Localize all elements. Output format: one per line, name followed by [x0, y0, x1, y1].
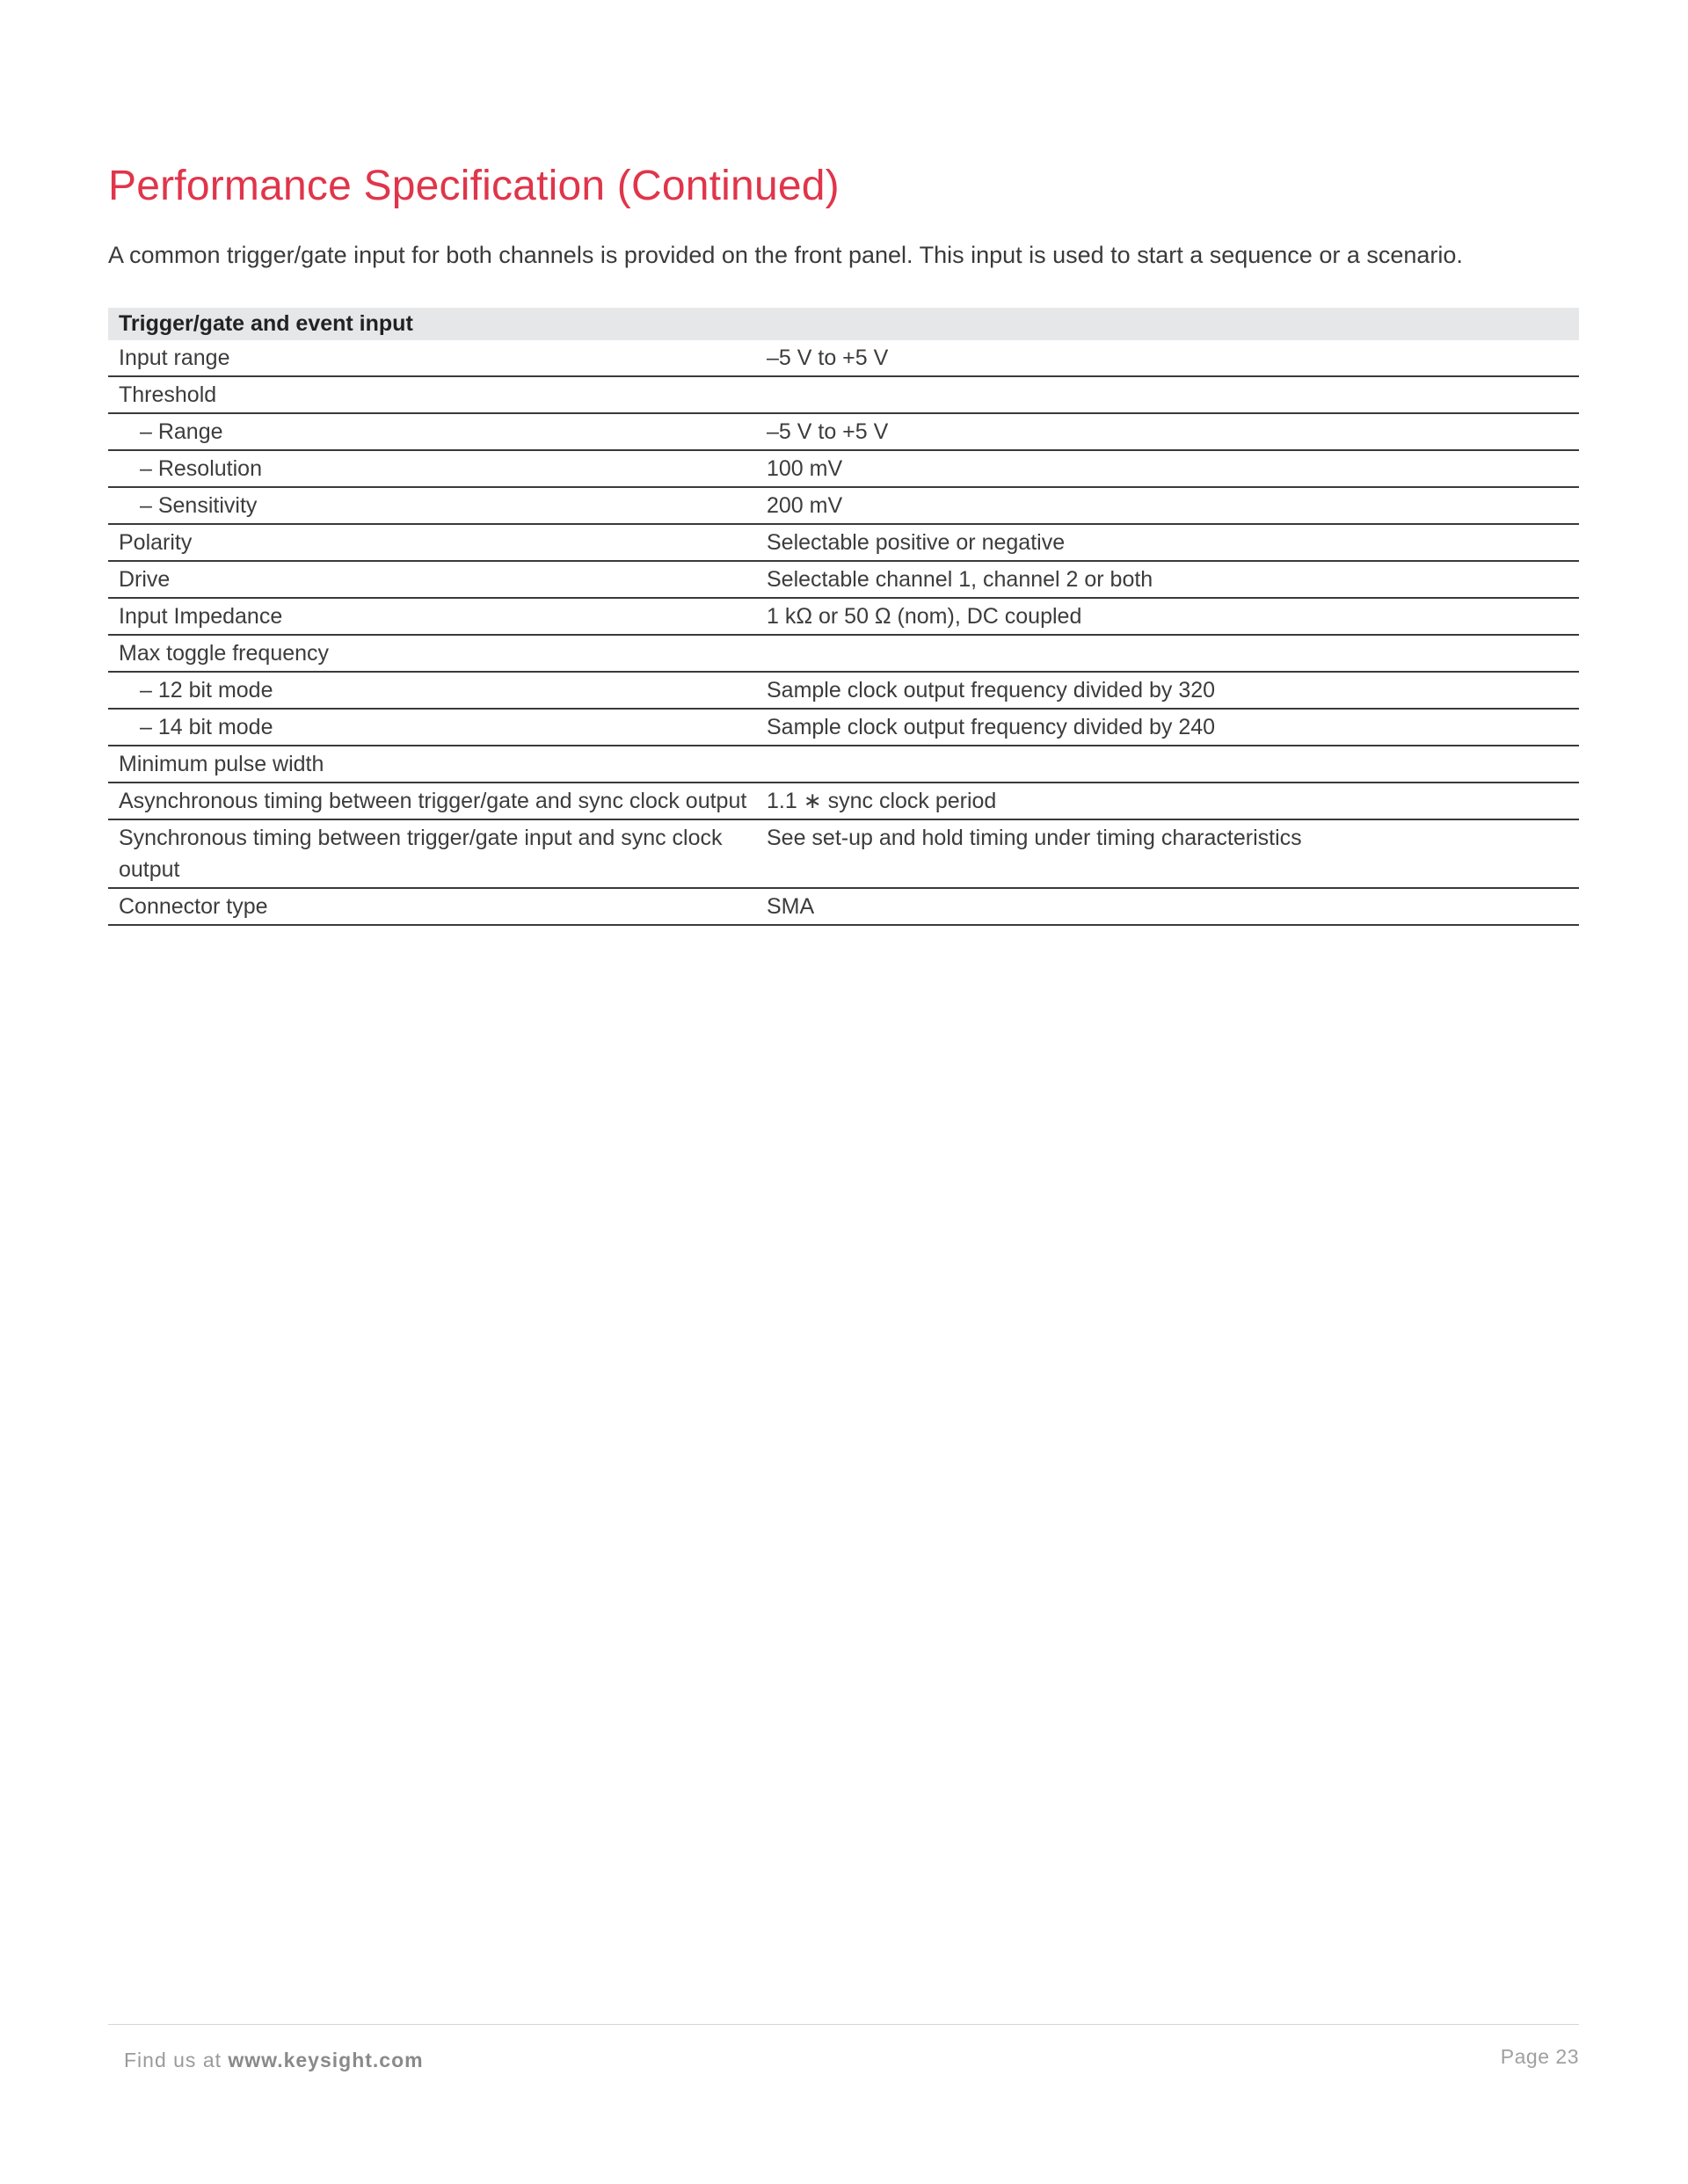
spec-value: SMA	[756, 888, 1579, 925]
spec-value: 1.1 ∗ sync clock period	[756, 783, 1579, 819]
spec-value: See set-up and hold timing under timing characteristics	[756, 819, 1579, 888]
table-row	[108, 746, 1579, 783]
spec-label: Input Impedance	[108, 598, 756, 635]
table-row	[108, 888, 1579, 925]
spec-label: Synchronous timing between trigger/gate input and sync clock output	[108, 819, 756, 888]
table-row	[108, 635, 1579, 672]
intro-paragraph: A common trigger/gate input for both channels is provided on the front panel. This input is used to start a sequence or a scenario.	[108, 242, 1463, 268]
spec-label: Asynchronous timing between trigger/gate and sync clock output	[108, 783, 756, 819]
spec-label: Drive	[108, 561, 756, 598]
spec-label: Minimum pulse width	[108, 746, 756, 783]
spec-label: Threshold	[108, 376, 756, 413]
spec-value: 200 mV	[756, 487, 1579, 524]
spec-value: 100 mV	[756, 450, 1579, 487]
spec-value: Sample clock output frequency divided by 240	[756, 709, 1579, 746]
table-row	[108, 783, 1579, 819]
table-row	[108, 487, 1579, 524]
spec-sub-label: – 12 bit mode	[108, 672, 756, 709]
spec-value: –5 V to +5 V	[756, 340, 1579, 376]
table-row	[108, 413, 1579, 450]
table-row	[108, 709, 1579, 746]
table-row	[108, 524, 1579, 561]
spec-value	[756, 635, 1579, 672]
table-header-row	[108, 308, 1579, 340]
spec-sub-label: – Sensitivity	[108, 487, 756, 524]
spec-value: –5 V to +5 V	[756, 413, 1579, 450]
page-title: Performance Specification (Continued)	[108, 163, 840, 209]
spec-value	[756, 746, 1579, 783]
page-number: Page 23	[1500, 2045, 1579, 2068]
spec-value	[756, 376, 1579, 413]
spec-sub-label: – 14 bit mode	[108, 709, 756, 746]
spec-label: Polarity	[108, 524, 756, 561]
spec-value: Selectable positive or negative	[756, 524, 1579, 561]
spec-sub-label: – Resolution	[108, 450, 756, 487]
footer-divider	[108, 2024, 1579, 2025]
table-row	[108, 340, 1579, 376]
spec-value: Sample clock output frequency divided by 320	[756, 672, 1579, 709]
table-row	[108, 672, 1579, 709]
spec-label: Max toggle frequency	[108, 635, 756, 672]
footer-find-us	[124, 2049, 424, 2072]
table-row	[108, 819, 1579, 888]
table-row	[108, 561, 1579, 598]
table-row	[108, 450, 1579, 487]
table-row	[108, 598, 1579, 635]
spec-label: Input range	[108, 340, 756, 376]
spec-value: 1 kΩ or 50 Ω (nom), DC coupled	[756, 598, 1579, 635]
spec-label: Connector type	[108, 888, 756, 925]
footer-find-prefix: Find us at	[124, 2049, 229, 2071]
spec-table	[108, 308, 1579, 926]
footer-website-link[interactable]: www.keysight.com	[228, 2049, 424, 2071]
table-row	[108, 376, 1579, 413]
spec-value: Selectable channel 1, channel 2 or both	[756, 561, 1579, 598]
spec-sub-label: – Range	[108, 413, 756, 450]
table-header: Trigger/gate and event input	[108, 308, 1579, 340]
